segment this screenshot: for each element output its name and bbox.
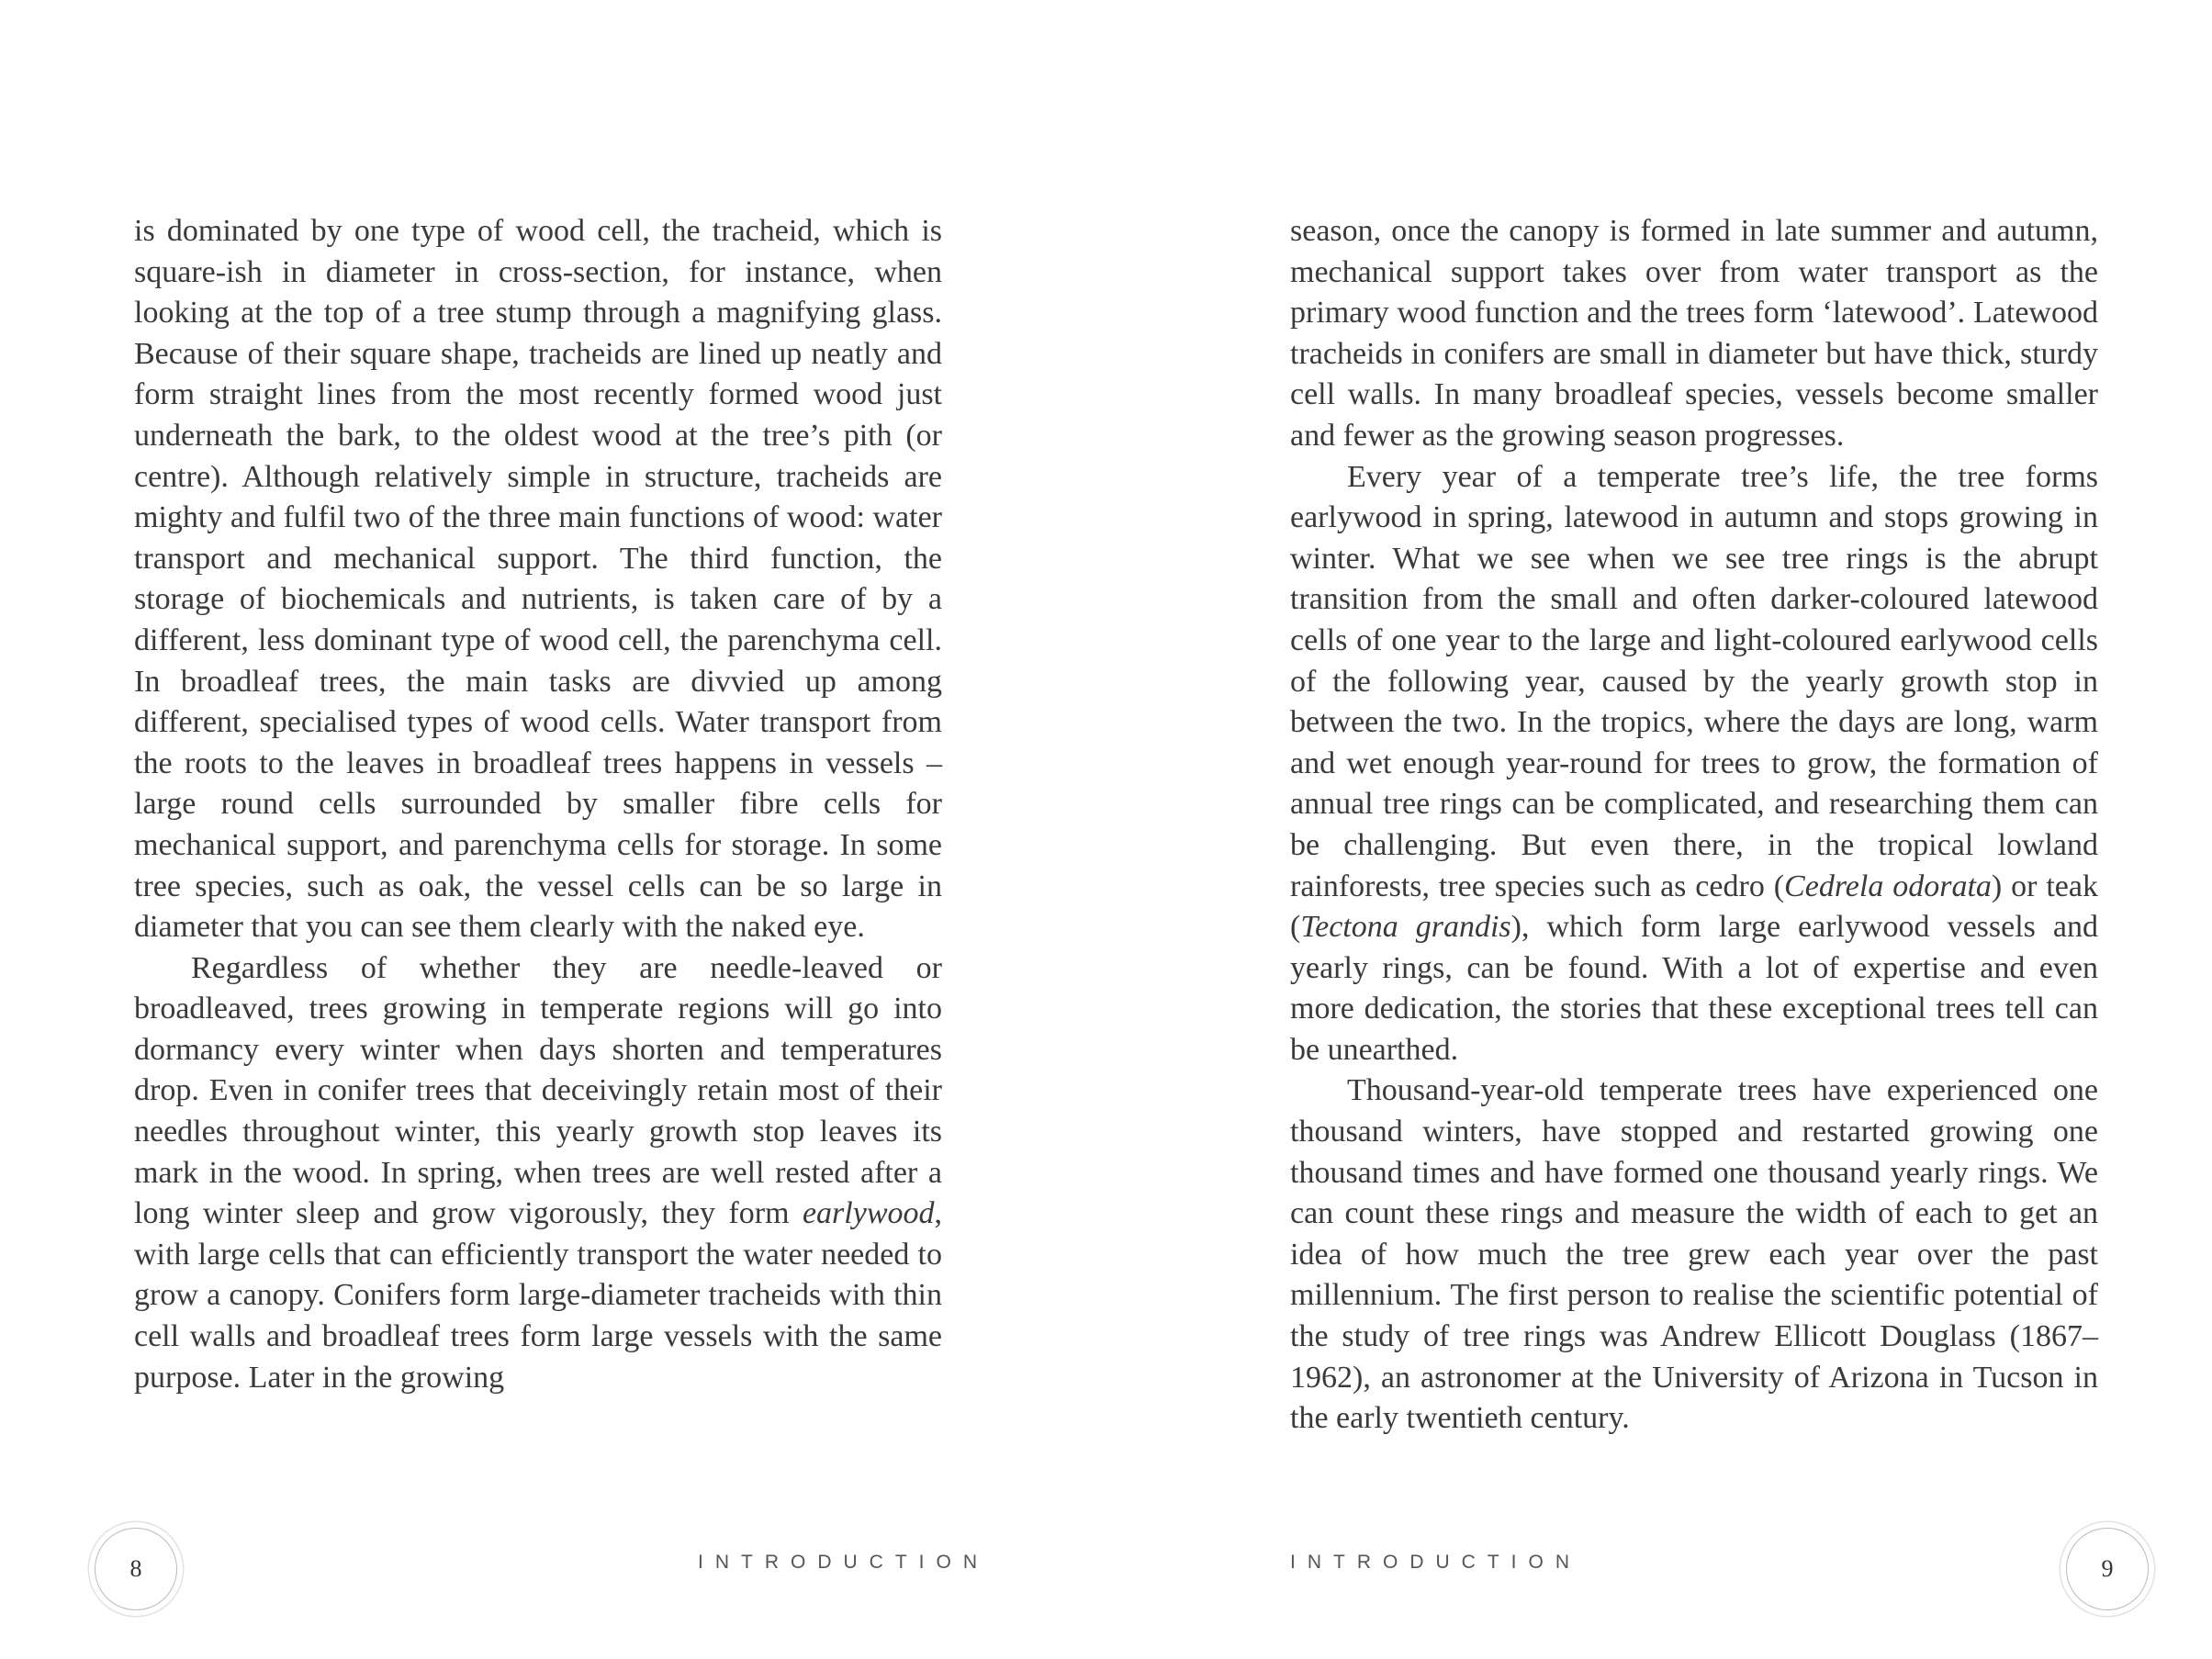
italic-term: Cedrela odorata bbox=[1784, 869, 1992, 903]
page-number: 9 bbox=[2101, 1555, 2114, 1582]
page-number-badge bbox=[95, 1528, 177, 1610]
text-run: , with large cells that can efficiently transport the water needed to grow a canopy. Conifers form large-diameter tracheids with thin cell walls and broadleaf trees form large vessels with the same purpose. Later in the growing bbox=[134, 1196, 942, 1395]
right-page bbox=[1106, 0, 2212, 1659]
paragraph bbox=[134, 211, 942, 948]
text-run: Every year of a temperate tree’s life, the tree forms earlywood in spring, latewood in autumn and stops growing in winter. What we see when we see tree rings is the abrupt transition from the small and often darker-coloured latewood cells of one year to the large and light-coloured earlywood cells of the following year, caused by the yearly growth stop in between the two. In the tropics, where the days are long, warm and wet enough year-round for trees to grow, the formation of annual tree rings can be complicated, and researching them can be challenging. But even there, in the tropical lowland rainforests, tree species such as cedro ( bbox=[1290, 459, 2098, 903]
left-page-body bbox=[134, 211, 942, 1398]
text-run: ) or teak ( bbox=[1290, 869, 2098, 945]
text-run: season, once the canopy is formed in late summer and autumn, mechanical support takes over from water transport as the primary wood function and the trees form ‘latewood’. Latewood tracheids in conifers are small in diameter but have thick, sturdy cell walls. In many broadleaf species, vessels become smaller and fewer as the growing season progresses. bbox=[1290, 214, 2098, 453]
running-footer: INTRODUCTION bbox=[1290, 1552, 1581, 1573]
paragraph bbox=[1290, 457, 2098, 1071]
italic-term: Tectona grandis bbox=[1300, 910, 1511, 945]
text-run: is dominated by one type of wood cell, the tracheid, which is square-ish in diameter in cross-section, for instance, when looking at the top of a tree stump through a magnifying glass. Because of their square shape, tracheids are lined up neatly and form straight lines from the most recently formed wood just underneath the bark, to the oldest wood at the tree’s pith (or centre). Although relatively simple in structure, tracheids are mighty and fulfil two of the three main functions of wood: water transport and mechanical support. The third function, the storage of biochemicals and nutrients, is taken care of by a different, less dominant type of wood cell, the parenchyma cell. In broadleaf trees, the main tasks are divvied up among different, specialised types of wood cells. Water transport from the roots to the leaves in broadleaf trees happens in vessels – large round cells surrounded by smaller fibre cells for mechanical support, and parenchyma cells for storage. In some tree species, such as oak, the vessel cells can be so large in diameter that you can see them clearly with the naked eye. bbox=[134, 214, 942, 945]
paragraph bbox=[1290, 1071, 2098, 1439]
italic-term: earlywood bbox=[802, 1196, 935, 1231]
paragraph bbox=[1290, 211, 2098, 457]
page-number-badge bbox=[2066, 1528, 2149, 1610]
text-run: Regardless of whether they are needle-leaved or broadleaved, trees growing in temperate regions will go into dormancy every winter when days shorten and temperatures drop. Even in conifer trees that deceivingly retain most of their needles throughout winter, this yearly growth stop leaves its mark in the wood. In spring, when trees are well rested after a long winter sleep and grow vigorously, they form bbox=[134, 950, 942, 1231]
text-run: ), which form large earlywood vessels and yearly rings, can be found. With a lot of expertise and even more dedication, the stories that these exceptional trees tell can be unearthed. bbox=[1290, 910, 2098, 1067]
page-number: 8 bbox=[129, 1555, 142, 1582]
right-page-body bbox=[1290, 211, 2098, 1440]
running-footer: INTRODUCTION bbox=[698, 1552, 989, 1573]
paragraph bbox=[134, 948, 942, 1399]
text-run: Thousand-year-old temperate trees have experienced one thousand winters, have stopped and restarted growing one thousand times and have formed one thousand yearly rings. We can count these rings and measure the width of each to get an idea of how much the tree grew each year over the past millennium. The first person to realise the scientific potential of the study of tree rings was Andrew Ellicott Douglass (1867–1962), an astronomer at the University of Arizona in Tucson in the early twentieth century. bbox=[1290, 1073, 2098, 1436]
